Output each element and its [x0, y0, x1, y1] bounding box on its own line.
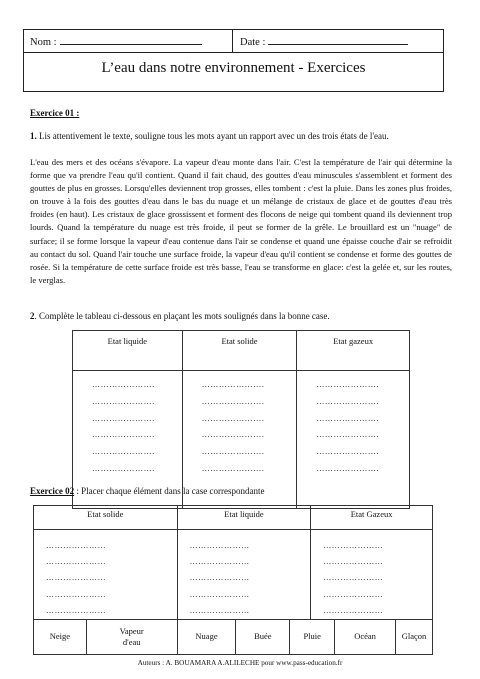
dotted-answer-line[interactable]: ………………… [46, 573, 107, 583]
exercise1-question2 [30, 311, 330, 321]
header-gas: Etat gazeux [297, 331, 410, 371]
q1-number: 1. [30, 131, 37, 141]
dotted-answer-line[interactable]: ………………… [46, 541, 107, 550]
answer-lines[interactable] [73, 371, 182, 478]
header-divider [232, 30, 233, 53]
dotted-answer-line[interactable]: ………………… [323, 605, 384, 615]
dotted-answer-line[interactable]: …………………. [316, 463, 380, 473]
exercise1-question1 [30, 131, 389, 141]
name-label: Nom : [30, 37, 57, 48]
q1-text: Lis attentivement le texte, souligne tous les mots ayant un rapport avec un des trois états de l'eau. [39, 131, 389, 141]
answer-lines[interactable] [183, 371, 297, 478]
word-ocean[interactable]: Océan [335, 619, 396, 654]
dotted-answer-line[interactable]: …………………. [201, 430, 265, 440]
exercise2-instruction: : Placer chaque élément dans la case correspondante [74, 486, 265, 496]
header-solid-2: Etat solide [34, 506, 178, 530]
dotted-answer-line[interactable]: ………………… [46, 589, 107, 599]
word-pluie[interactable]: Pluie [290, 619, 335, 654]
dotted-answer-line[interactable]: ………………… [323, 541, 384, 550]
page-title: L’eau dans notre environnement - Exercices [101, 60, 366, 76]
dotted-answer-line[interactable]: …………………. [92, 463, 155, 473]
exercise2-heading [30, 486, 265, 496]
dotted-answer-line[interactable]: ………………… [189, 589, 250, 599]
dotted-answer-line[interactable]: …………………. [201, 463, 265, 473]
dotted-answer-line[interactable]: …………………. [92, 430, 155, 440]
dotted-answer-line[interactable]: …………………. [92, 447, 155, 457]
reading-paragraph: L'eau des mers et des océans s'évapore. La vapeur d'eau monte dans l'air. C'est la température de l'air qui détermine la forme que va prendre l'eau qu'il contient. Quand il fait chaud, des gouttes d'eau minuscules s'assemblent et forment des gouttes de plus en grosses. Lorsqu'elles deviennent trop grosses, elles tombent : c'est la pluie. Dans les zones plus froides, on trouve à la fois des gouttes d'eau dans le bas du nuage et un mélange de cristaux de glace et de gouttes d'eau très froides (en haut). Les cristaux de glace grossissent et forment des flocons de neige qui tombent quand ils deviennent trop lourds. Quand la température du nuage est très froide, il peut se former de la grêle. Le brouillard est un "nuage" de surface; il se forme lorsque la vapeur d'eau contenue dans l'air se condense et quand une épaisse couche d'air se refroidit au contact du sol. Quand l'air touche une surface froide, la vapeur d'eau qu'il contient se condense et forme des gouttes de rosée. Si la température de cette surface froide est très basse, l'eau se transforme en glace: c'est la gelée et, sur les routes, le verglas. [30, 157, 452, 285]
dotted-answer-line[interactable]: …………………. [316, 413, 380, 423]
dotted-answer-line[interactable]: ………………… [189, 557, 250, 567]
header-liquid: Etat liquide [73, 331, 183, 371]
cell-solid-2[interactable] [34, 530, 178, 620]
q2-number: 2 [30, 311, 35, 321]
word-vapeur-label: Vapeur d'eau [119, 625, 144, 647]
worksheet-header [23, 29, 444, 92]
exercise1-title: Exercice 01 : [30, 108, 80, 118]
dotted-answer-line[interactable]: …………………. [316, 447, 380, 457]
dotted-answer-line[interactable]: ………………… [46, 557, 107, 567]
exercise2-title: Exercice 02 [30, 486, 75, 496]
answer-lines[interactable] [178, 530, 311, 619]
answer-lines[interactable] [34, 530, 177, 619]
header-gas-2: Etat Gazeux [311, 506, 433, 530]
states-table-1 [72, 330, 410, 509]
dotted-answer-line[interactable]: …………………. [316, 396, 380, 406]
word-neige[interactable]: Neige [34, 619, 87, 654]
dotted-answer-line[interactable]: …………………. [92, 380, 155, 389]
dotted-answer-line[interactable]: …………………. [316, 430, 380, 440]
header-liquid-2: Etat liquide [177, 506, 311, 530]
dotted-answer-line[interactable]: ………………… [323, 557, 384, 567]
dotted-answer-line[interactable]: …………………. [201, 413, 265, 423]
reading-text [30, 156, 452, 287]
dotted-answer-line[interactable]: …………………. [201, 396, 265, 406]
name-field[interactable] [30, 35, 202, 48]
states-table-2 [33, 505, 433, 655]
footer-credits: Auteurs : A. BOUAMARA A.ALILECHE pour www.pass-education.fr [137, 659, 343, 667]
dotted-answer-line[interactable]: ………………… [323, 589, 384, 599]
cell-liquid-2[interactable] [177, 530, 311, 620]
answer-lines[interactable] [297, 371, 409, 478]
word-buee[interactable]: Buée [236, 619, 290, 654]
word-nuage[interactable]: Nuage [177, 619, 236, 654]
dotted-answer-line[interactable]: ………………… [189, 541, 250, 550]
q2-text: . Complète le tableau ci-dessous en plaçant les mots soulignés dans la bonne case. [34, 311, 330, 321]
header-solid: Etat solide [182, 331, 297, 371]
dotted-answer-line[interactable]: …………………. [92, 413, 155, 423]
dotted-answer-line[interactable]: ………………… [323, 573, 384, 583]
cell-gas[interactable] [297, 371, 410, 509]
date-line[interactable] [268, 35, 408, 45]
dotted-answer-line[interactable]: ………………… [189, 573, 250, 583]
dotted-answer-line[interactable]: …………………. [201, 447, 265, 457]
dotted-answer-line[interactable]: …………………. [92, 396, 155, 406]
date-label: Date : [240, 37, 266, 48]
dotted-answer-line[interactable]: …………………. [316, 380, 380, 389]
answer-lines[interactable] [311, 530, 432, 619]
dotted-answer-line[interactable]: ………………… [46, 605, 107, 615]
name-line[interactable] [60, 35, 202, 45]
dotted-answer-line[interactable]: ………………… [189, 605, 250, 615]
word-vapeur[interactable] [86, 619, 177, 654]
date-field[interactable] [240, 35, 408, 48]
word-glacon[interactable]: Glaçon [395, 619, 432, 654]
name-date-row [24, 30, 443, 53]
dotted-answer-line[interactable]: …………………. [201, 380, 265, 389]
cell-gas-2[interactable] [311, 530, 433, 620]
